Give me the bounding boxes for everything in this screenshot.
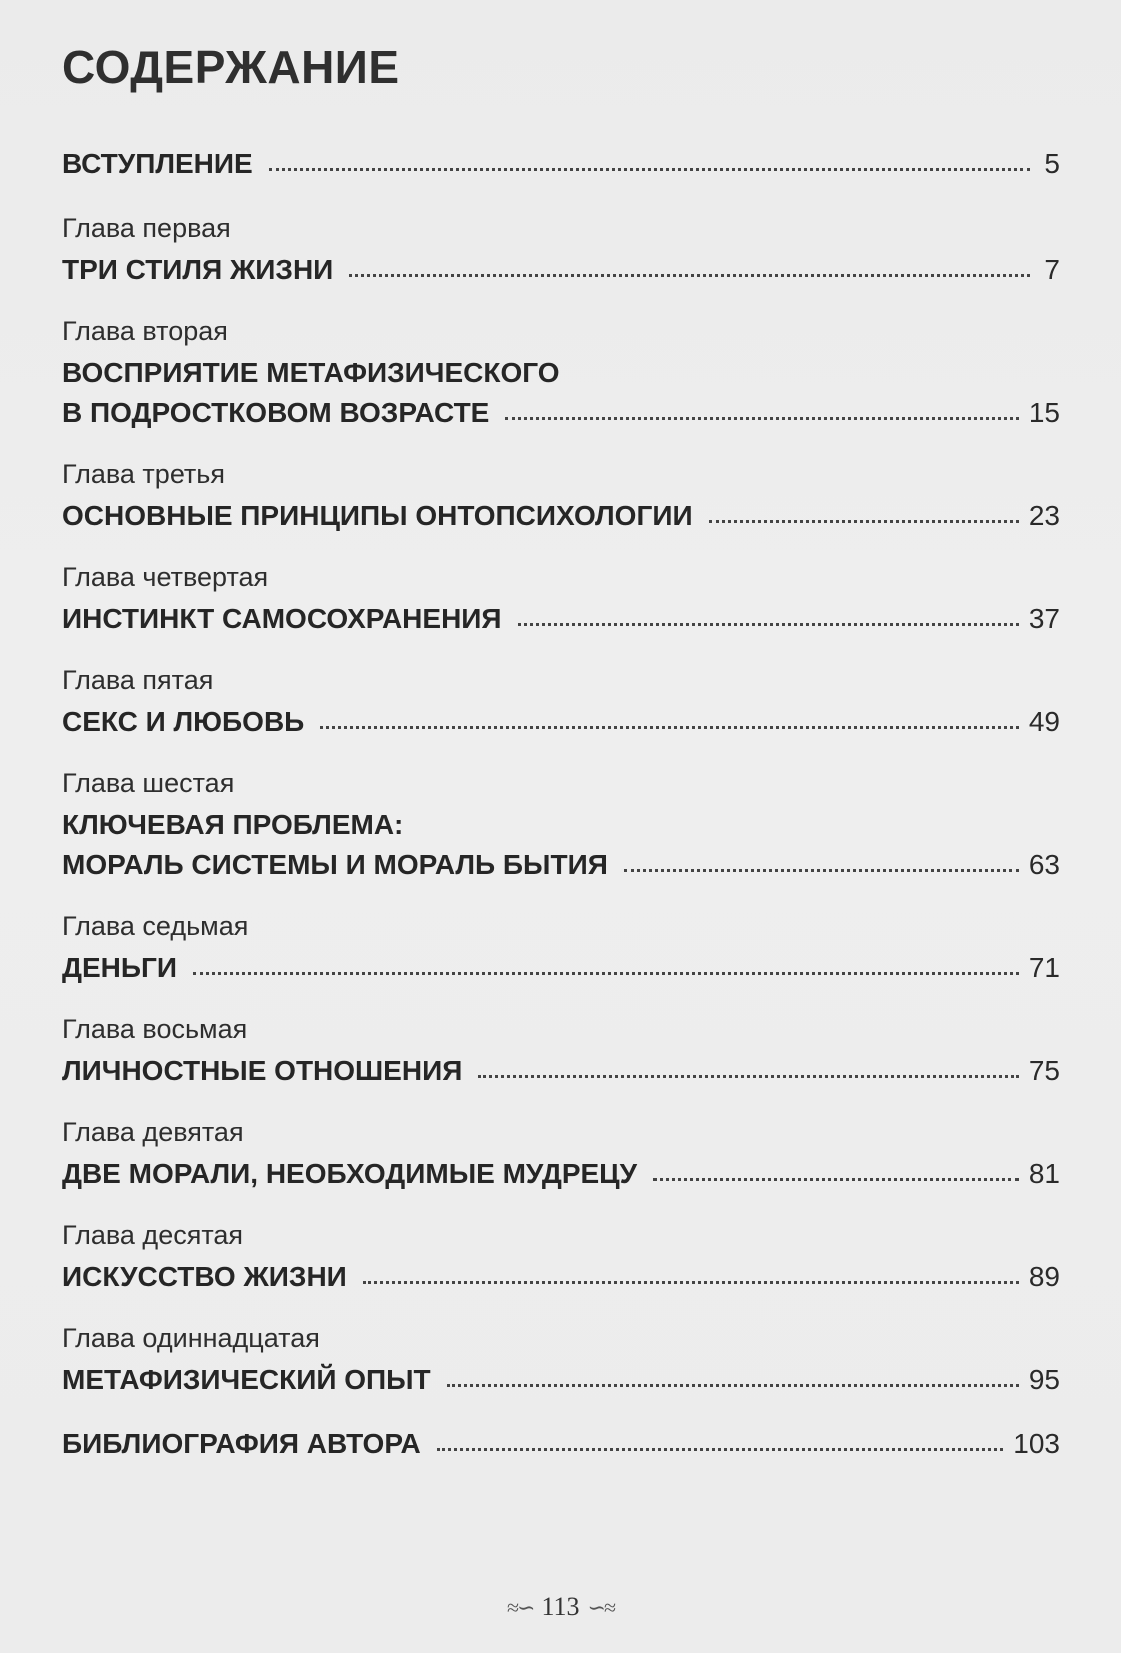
dot-leader [478, 1075, 1019, 1078]
dot-leader [349, 274, 1030, 277]
entry-heading: ИСКУССТВО ЖИЗНИ [62, 1261, 347, 1292]
page-footer [0, 1592, 1121, 1622]
chapter-label: Глава десятая [62, 1220, 244, 1250]
toc-entry [62, 1430, 1060, 1458]
entry-heading: ЛИЧНОСТНЫЕ ОТНОШЕНИЯ [62, 1055, 463, 1086]
left-ornament-icon: ≈∽ [506, 1595, 534, 1620]
entry-page-number: 49 [1028, 706, 1060, 737]
entry-heading: КЛЮЧЕВАЯ ПРОБЛЕМА: [62, 809, 404, 840]
toc-entry [62, 1016, 1060, 1085]
entry-page-number: 71 [1028, 952, 1060, 983]
dot-leader [193, 972, 1019, 975]
right-ornament-icon: ∽≈ [587, 1595, 615, 1620]
dot-leader [624, 869, 1019, 872]
dot-leader [269, 168, 1030, 171]
entry-heading: ТРИ СТИЛЯ ЖИЗНИ [62, 254, 334, 285]
entry-page-number: 81 [1028, 1158, 1060, 1189]
entry-heading: БИБЛИОГРАФИЯ АВТОРА [62, 1428, 421, 1459]
chapter-label: Глава третья [62, 459, 225, 489]
entry-heading: ДЕНЬГИ [62, 952, 177, 983]
entry-page-number: 7 [1044, 254, 1060, 285]
dot-leader [363, 1281, 1019, 1284]
dot-leader [447, 1384, 1019, 1387]
toc-entry [62, 667, 1060, 736]
chapter-label: Глава седьмая [62, 911, 249, 941]
toc-entry [62, 1222, 1060, 1291]
toc-entry [62, 150, 1060, 178]
chapter-label: Глава восьмая [62, 1014, 248, 1044]
toc-entry [62, 564, 1060, 633]
chapter-label: Глава вторая [62, 316, 228, 346]
chapter-label: Глава шестая [62, 768, 235, 798]
entry-heading: ДВЕ МОРАЛИ, НЕОБХОДИМЫЕ МУДРЕЦУ [62, 1158, 638, 1189]
dot-leader [709, 520, 1019, 523]
entry-heading: ИНСТИНКТ САМОСОХРАНЕНИЯ [62, 603, 502, 634]
entry-page-number: 89 [1028, 1261, 1060, 1292]
dot-leader [518, 623, 1019, 626]
toc-entry [62, 1119, 1060, 1188]
page-title: СОДЕРЖАНИЕ [62, 41, 400, 93]
toc-entry [62, 1325, 1060, 1394]
chapter-label: Глава первая [62, 213, 231, 243]
entry-heading: СЕКС И ЛЮБОВЬ [62, 706, 305, 737]
toc-entry [62, 215, 1060, 284]
chapter-label: Глава девятая [62, 1117, 244, 1147]
toc-entry [62, 913, 1060, 982]
entry-page-number: 103 [1013, 1428, 1060, 1459]
entry-page-number: 75 [1028, 1055, 1060, 1086]
chapter-label: Глава четвертая [62, 562, 269, 592]
dot-leader [505, 417, 1018, 420]
entry-page-number: 15 [1028, 397, 1060, 428]
chapter-label: Глава пятая [62, 665, 214, 695]
dot-leader [437, 1448, 1004, 1451]
entry-page-number: 23 [1028, 500, 1060, 531]
page-number: 113 [541, 1592, 580, 1621]
entry-page-number: 63 [1028, 849, 1060, 880]
toc-entry [62, 770, 1060, 879]
entry-page-number: 95 [1028, 1364, 1060, 1395]
toc-entry [62, 318, 1060, 427]
dot-leader [653, 1178, 1019, 1181]
entry-page-number: 37 [1028, 603, 1060, 634]
toc-entry [62, 461, 1060, 530]
entry-heading: МЕТАФИЗИЧЕСКИЙ ОПЫТ [62, 1364, 431, 1395]
entry-heading: МОРАЛЬ СИСТЕМЫ И МОРАЛЬ БЫТИЯ [62, 849, 608, 880]
entry-heading: ВСТУПЛЕНИЕ [62, 148, 253, 179]
chapter-label: Глава одиннадцатая [62, 1323, 320, 1353]
entry-heading: ВОСПРИЯТИЕ МЕТАФИЗИЧЕСКОГО [62, 357, 560, 388]
entry-page-number: 5 [1044, 148, 1060, 179]
entry-heading: В ПОДРОСТКОВОМ ВОЗРАСТЕ [62, 397, 490, 428]
dot-leader [320, 726, 1019, 729]
entry-heading: ОСНОВНЫЕ ПРИНЦИПЫ ОНТОПСИХОЛОГИИ [62, 500, 693, 531]
